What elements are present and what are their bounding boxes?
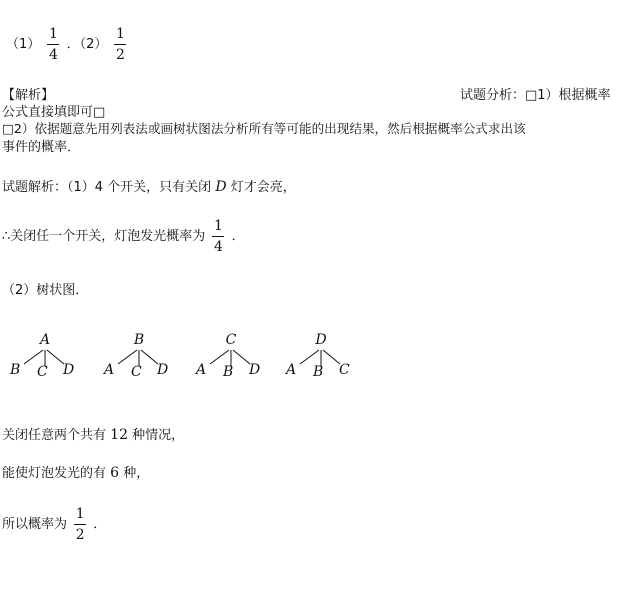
solution-text: 试题解析：（1）4 个开关，只有关闭 bbox=[2, 180, 212, 195]
solution-text: ∴关闭任一个开关，灯泡发光概率为 bbox=[2, 229, 206, 244]
solution-text: 灯才会亮， bbox=[230, 180, 296, 195]
case-count: 12 bbox=[110, 427, 128, 443]
tree-branch-line bbox=[210, 350, 229, 364]
analysis-line-2: 公式直接填即可□ bbox=[2, 105, 106, 120]
fraction-numerator: 1 bbox=[75, 506, 85, 522]
solution-line-1 bbox=[2, 176, 296, 195]
fraction-numerator: 1 bbox=[48, 26, 58, 42]
conclusion-text: 关闭任意两个共有 bbox=[2, 428, 107, 443]
fraction-bar bbox=[47, 44, 59, 45]
tree-root-node: A bbox=[39, 332, 51, 348]
switch-variable: D bbox=[215, 179, 227, 195]
conclusion-text: 种， bbox=[123, 466, 150, 481]
tree-branch-line bbox=[300, 350, 319, 364]
tree-root-node: B bbox=[133, 332, 145, 348]
tree-branch-group bbox=[104, 332, 174, 387]
conclusion-text: 所以概率为 bbox=[2, 517, 68, 532]
tree-root-node: D bbox=[315, 332, 327, 348]
tree-leaf-node: A bbox=[196, 362, 207, 378]
tree-branch-group bbox=[286, 332, 356, 387]
answer-line bbox=[6, 26, 129, 63]
tree-leaf-node: B bbox=[10, 362, 21, 378]
fraction-denominator: 4 bbox=[213, 239, 223, 255]
answer-fraction-1 bbox=[47, 26, 59, 63]
answer-part1-label: （1） bbox=[6, 37, 41, 52]
fraction-denominator: 2 bbox=[116, 47, 125, 63]
tree-leaf-node: C bbox=[37, 364, 48, 380]
conclusion-text: ． bbox=[93, 517, 107, 532]
tree-leaf-node: C bbox=[131, 364, 142, 380]
conclusion-text: 能使灯泡发光的有 bbox=[2, 466, 107, 481]
conclusion-line-3 bbox=[2, 506, 106, 543]
tree-branch-line bbox=[233, 350, 250, 364]
final-probability-fraction bbox=[74, 506, 86, 543]
tree-branch-line bbox=[118, 350, 137, 364]
tree-branch-line bbox=[141, 350, 158, 364]
tree-leaf-node: A bbox=[286, 362, 297, 378]
tree-branch-line bbox=[24, 350, 43, 364]
solution-line-2 bbox=[2, 218, 245, 255]
tree-leaf-node: D bbox=[157, 362, 169, 378]
conclusion-text: 种情况， bbox=[132, 428, 185, 443]
tree-root-node: C bbox=[225, 332, 237, 348]
fraction-denominator: 2 bbox=[75, 527, 85, 543]
analysis-line-4: 事件的概率． bbox=[2, 140, 81, 155]
conclusion-line-1 bbox=[2, 424, 184, 443]
analysis-line-3: □2）依据题意先用列表法或画树状图法分析所有等可能的出现结果，然后根据概率公式求出该 bbox=[2, 121, 526, 136]
answer-separator: ．（2） bbox=[66, 37, 108, 52]
fraction-numerator: 1 bbox=[116, 26, 125, 42]
solution-line-3: （2）树状图． bbox=[2, 283, 89, 298]
tree-leaf-node: B bbox=[223, 364, 234, 380]
tree-branch-group bbox=[10, 332, 80, 387]
tree-leaf-node: A bbox=[104, 362, 115, 378]
fraction-bar bbox=[212, 236, 224, 237]
fraction-bar bbox=[114, 44, 126, 45]
analysis-heading: 【解析】 bbox=[2, 88, 55, 103]
probability-fraction bbox=[212, 218, 224, 255]
tree-leaf-node: D bbox=[63, 362, 75, 378]
fraction-numerator: 1 bbox=[213, 218, 223, 234]
conclusion-line-2 bbox=[2, 462, 149, 481]
tree-leaf-node: C bbox=[339, 362, 350, 378]
tree-leaf-node: D bbox=[249, 362, 261, 378]
solution-text: ． bbox=[231, 229, 245, 244]
tree-branch-line bbox=[323, 350, 340, 364]
tree-branch-line bbox=[47, 350, 64, 364]
favorable-count: 6 bbox=[110, 465, 120, 481]
analysis-intro-right: 试题分析：□1）根据概率 bbox=[460, 88, 611, 103]
tree-branch-group bbox=[196, 332, 266, 387]
tree-leaf-node: B bbox=[313, 364, 324, 380]
answer-fraction-2 bbox=[114, 26, 126, 63]
fraction-bar bbox=[74, 524, 86, 525]
fraction-denominator: 4 bbox=[48, 47, 58, 63]
